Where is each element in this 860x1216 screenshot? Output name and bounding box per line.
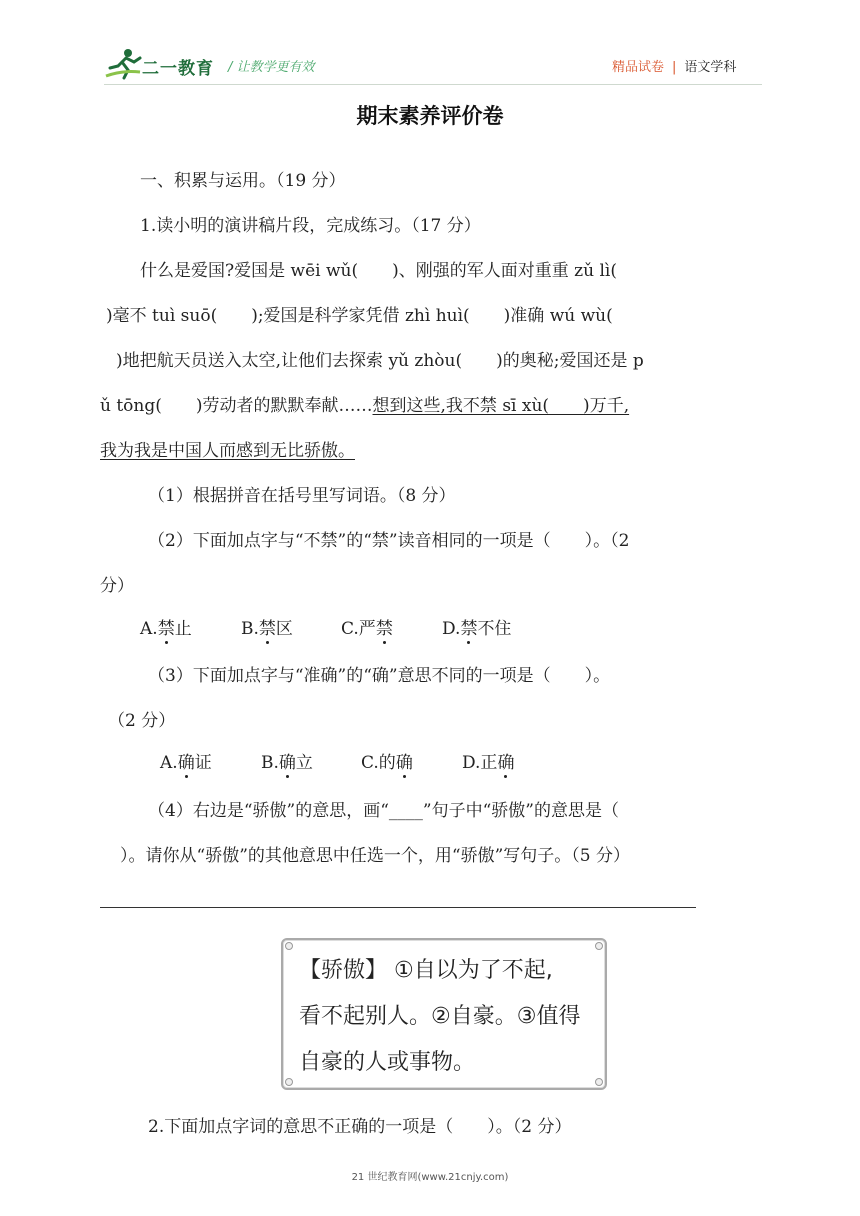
option-2b: B.禁区	[241, 619, 293, 639]
sub-question-4-cont: ）。请你从“骄傲”的其他意思中任选一个，用“骄傲”写句子。（5 分）	[120, 846, 630, 866]
passage-line-2: )毫不 tuì suō( );爱国是科学家凭借 zhì huì( )准确 wú wù(	[106, 306, 613, 326]
header-right	[612, 56, 736, 75]
dotted-char: 禁	[375, 619, 393, 639]
definition-line-2: 看不起别人。②自豪。③值得	[299, 1004, 581, 1029]
option-2d: D.禁不住	[442, 619, 512, 639]
definition-line-1: 【骄傲】 ①自以为了不起,	[299, 958, 553, 983]
brand-slogan: / 让教学更有效	[228, 60, 315, 75]
sub-question-3-cont: （2 分）	[108, 711, 176, 731]
question-1-stem: 1.读小明的演讲稿片段，完成练习。（17 分）	[140, 216, 481, 236]
sub-question-1: （1）根据拼音在括号里写词语。（8 分）	[148, 486, 456, 506]
sub-question-4: （4）右边是“骄傲”的意思，画“____”句子中“骄傲”的意思是（	[148, 801, 619, 821]
runner-icon	[104, 46, 144, 82]
option-2c: C.严禁	[341, 619, 393, 639]
passage-line-3: )地把航天员送入太空,让他们去探索 yǔ zhòu( )的奥秘;爱国还是 p	[116, 351, 644, 371]
corner-rivet	[285, 1078, 293, 1086]
dotted-char: 确	[278, 753, 296, 773]
option-3b: B.确立	[261, 753, 313, 773]
page-title: 期末素养评价卷	[356, 104, 504, 128]
header-separator: |	[672, 60, 677, 75]
category-label: 精品试卷	[612, 60, 665, 75]
brand-name: 二一教育	[142, 59, 214, 79]
header-divider	[104, 84, 762, 85]
section-heading: 一、积累与运用。（19 分）	[140, 171, 346, 191]
option-2a: A.禁止	[140, 619, 192, 639]
underlined-sentence-part-1: 想到这些,我不禁 sī xù( )万千,	[372, 396, 630, 416]
sub-question-2: （2）下面加点字与“不禁”的“禁”读音相同的一项是（ ）。（2	[148, 531, 630, 551]
dotted-char: 确	[177, 753, 195, 773]
corner-rivet	[595, 942, 603, 950]
question-2: 2.下面加点字词的意思不正确的一项是（ ）。（2 分）	[148, 1117, 572, 1137]
definition-box	[281, 938, 607, 1090]
dotted-char: 禁	[157, 619, 175, 639]
sub-question-3: （3）下面加点字与“准确”的“确”意思不同的一项是（ ）。	[148, 666, 611, 686]
option-3a: A.确证	[160, 753, 212, 773]
passage-line-4	[100, 395, 629, 417]
passage-line-4-start: ǔ tōng( )劳动者的默默奉献……	[100, 396, 373, 416]
subject-label: 语文学科	[684, 60, 737, 75]
option-3c: C.的确	[361, 753, 413, 773]
answer-line	[100, 907, 696, 908]
dotted-char: 禁	[258, 619, 276, 639]
dotted-char: 确	[395, 753, 413, 773]
underlined-sentence-part-2: 我为我是中国人而感到无比骄傲。	[100, 441, 355, 461]
corner-rivet	[285, 942, 293, 950]
definition-line-3: 自豪的人或事物。	[299, 1050, 476, 1075]
sub-question-2-cont: 分）	[100, 576, 134, 596]
page-footer: 21 世纪教育网(www.21cnjy.com)	[351, 1172, 509, 1183]
dotted-char: 确	[497, 753, 515, 773]
passage-line-1: 什么是爱国?爱国是 wēi wǔ( )、刚强的军人面对重重 zǔ lì(	[140, 261, 617, 281]
corner-rivet	[595, 1078, 603, 1086]
option-3d: D.正确	[462, 753, 515, 773]
dotted-char: 禁	[460, 619, 478, 639]
